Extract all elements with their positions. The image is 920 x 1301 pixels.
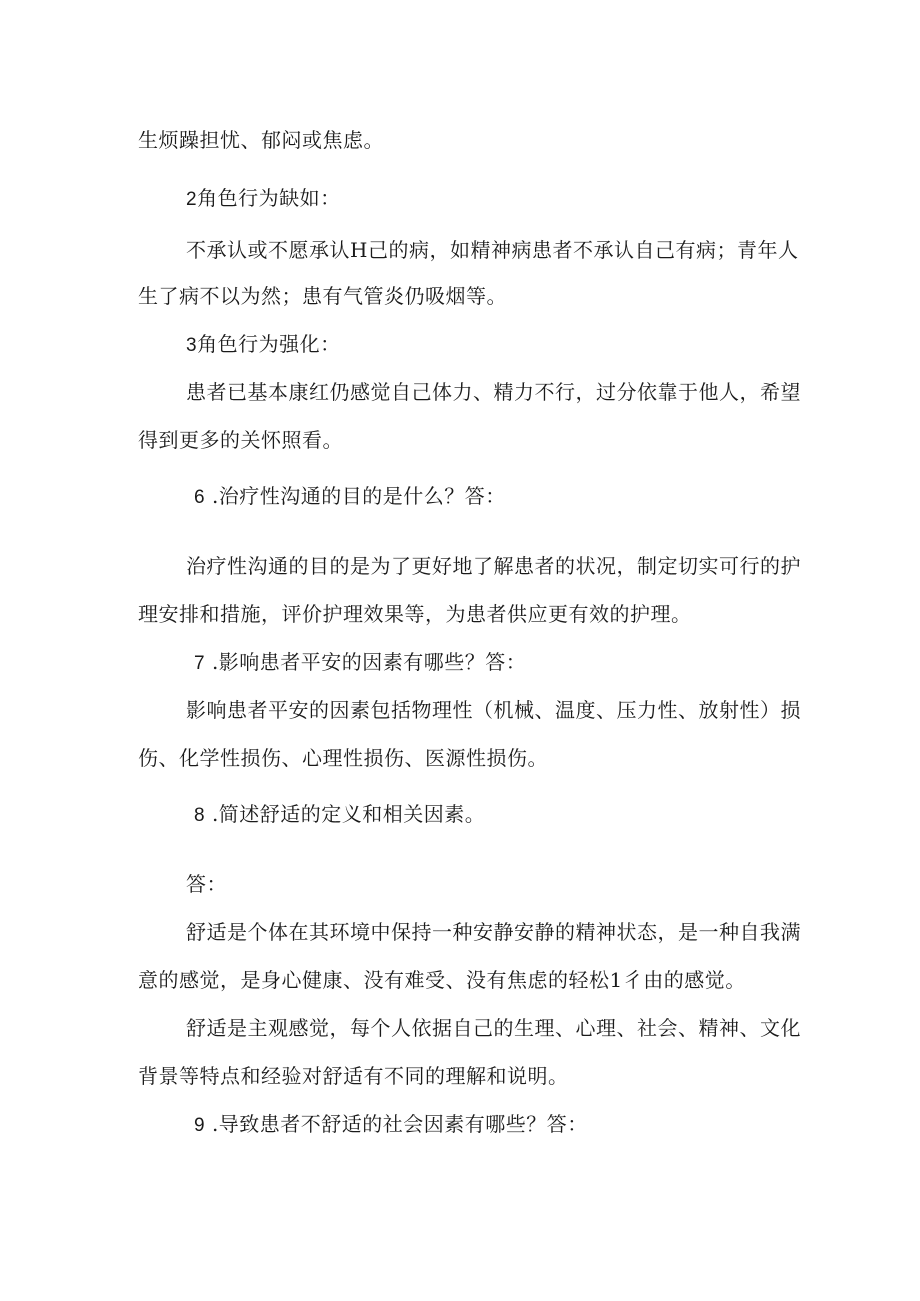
heading-text: 角色行为缺如：	[197, 186, 341, 210]
question-text: .治疗性沟通的目的是什么？答：	[211, 484, 506, 508]
paragraph-line: 治疗性沟通的目的是为了更好地了解患者的状况，制定切实可行的护	[186, 554, 801, 578]
question-number: 9	[194, 1115, 206, 1136]
question-9	[194, 1110, 588, 1140]
question-8	[194, 800, 485, 830]
paragraph-line: 舒适是主观感觉，每个人依据自己的生理、心理、社会、精神、文化	[186, 1016, 801, 1040]
heading-number: 3	[186, 335, 198, 356]
question-number: 7	[194, 653, 206, 674]
section-heading-role-intensification	[186, 330, 341, 360]
question-text: .导致患者不舒适的社会因素有哪些？答：	[211, 1112, 588, 1136]
paragraph-line: 意的感觉，是身心健康、没有难受、没有焦虑的轻松1彳由的感觉。	[138, 968, 746, 992]
paragraph-line: 得到更多的关怀照看。	[138, 428, 343, 452]
paragraph-line: 不承认或不愿承认H己的病，如精神病患者不承认自己有病；青年人	[186, 238, 799, 262]
section-heading-role-absence	[186, 184, 341, 214]
paragraph-line: 伤、化学性损伤、心理性损伤、医源性损伤。	[138, 746, 548, 770]
paragraph-line: 生烦躁担忧、郁闷或焦虑。	[138, 128, 384, 152]
heading-number: 2	[186, 189, 198, 210]
paragraph-line: 舒适是个体在其环境中保持一种安静安静的精神状态，是一种自我满	[186, 920, 801, 944]
question-text: .简述舒适的定义和相关因素。	[211, 802, 486, 826]
answer-label: 答：	[186, 872, 227, 896]
paragraph-line: 患者已基本康红仍感觉自己体力、精力不行，过分依靠于他人，希望	[186, 380, 801, 404]
paragraph-line: 理安排和措施，评价护理效果等，为患者供应更有效的护理。	[138, 602, 692, 626]
question-number: 6	[194, 487, 206, 508]
question-6	[194, 482, 506, 512]
paragraph-line: 影响患者平安的因素包括物理性（机械、温度、压力性、放射性）损	[186, 698, 801, 722]
question-number: 8	[194, 805, 206, 826]
question-7	[194, 648, 526, 678]
paragraph-line: 背景等特点和经验对舒适有不同的理解和说明。	[138, 1064, 569, 1088]
heading-text: 角色行为强化：	[197, 332, 341, 356]
question-text: .影响患者平安的因素有哪些？答：	[211, 650, 527, 674]
paragraph-line: 生了病不以为然；患有气管炎仍吸烟等。	[138, 284, 507, 308]
